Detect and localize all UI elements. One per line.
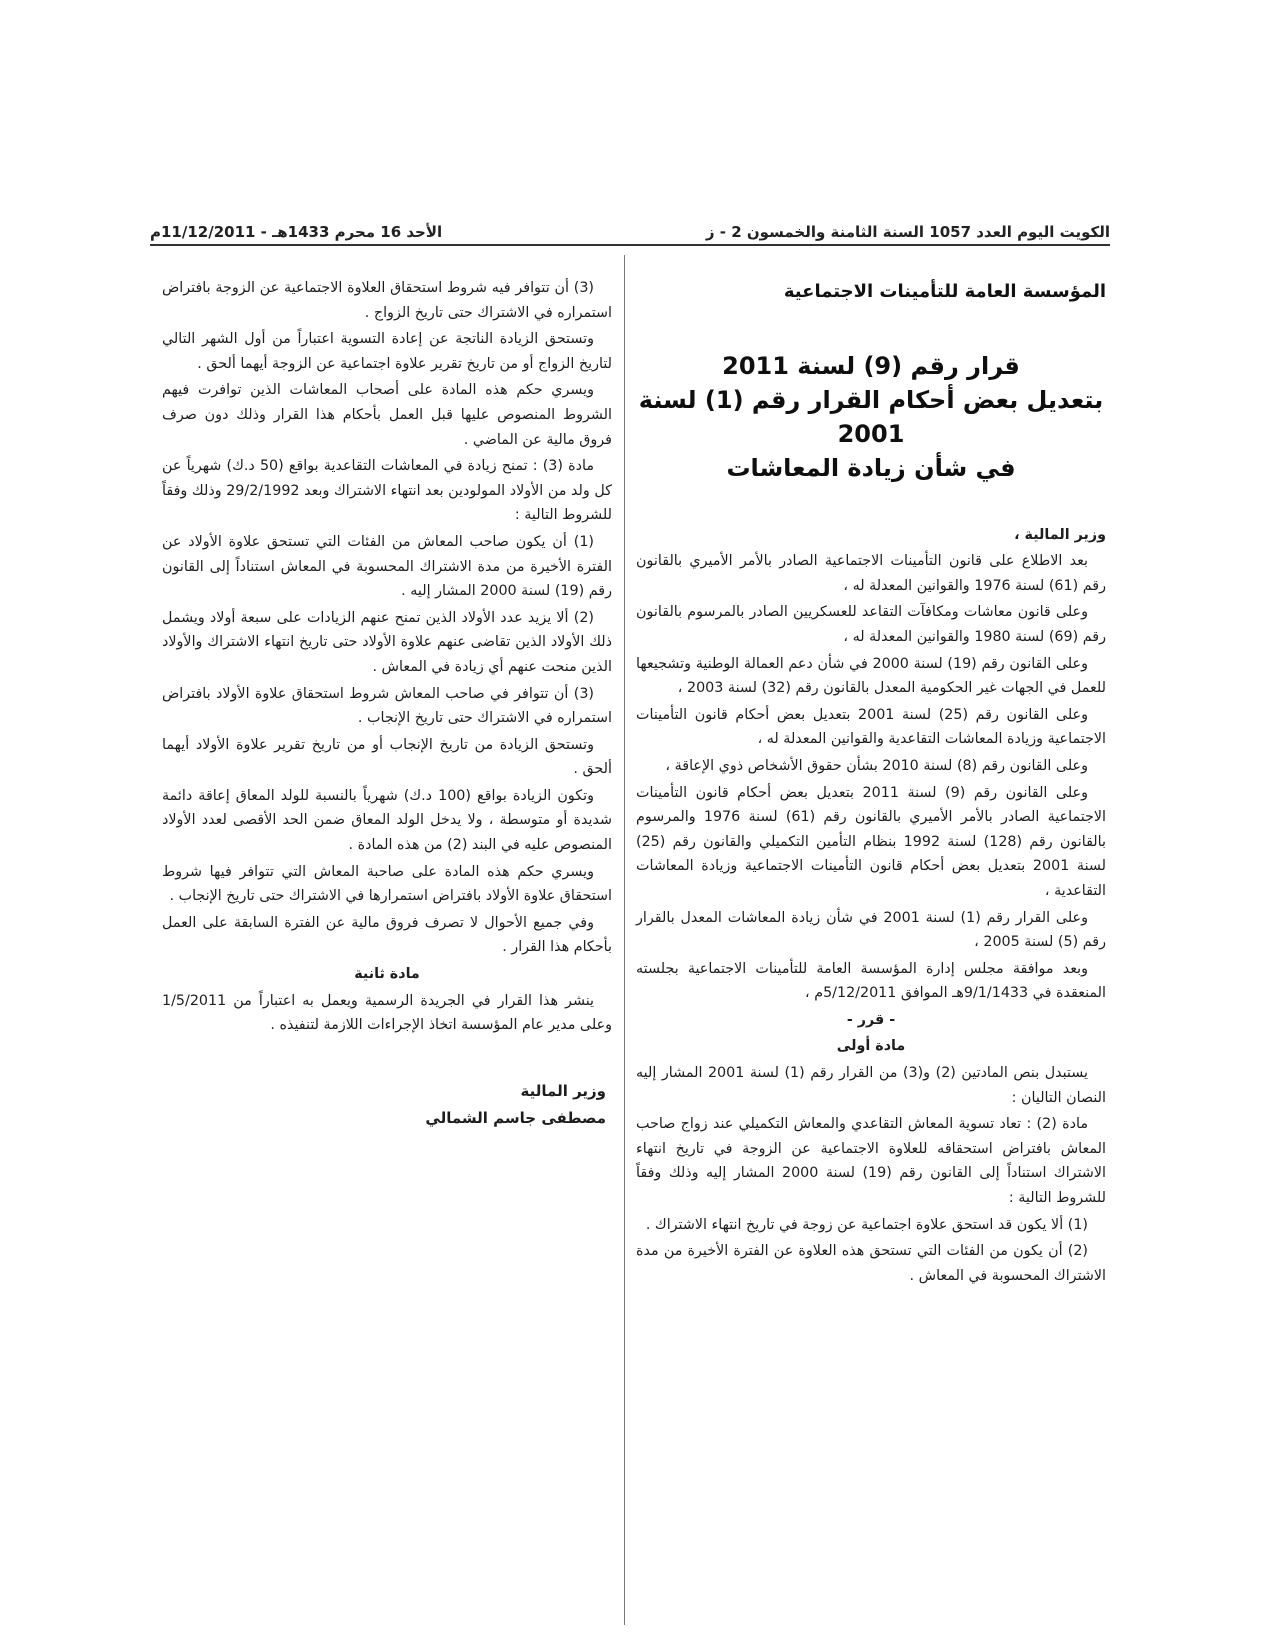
preamble-paragraph: وعلى القرار رقم (1) لسنة 2001 في شأن زيادة المعاشات المعدل بالقرار رقم (5) لسنة 2005 ، bbox=[636, 909, 1106, 951]
decree-title-line: بتعديل بعض أحكام القرار رقم (1) لسنة 2001 bbox=[638, 385, 1104, 448]
article-paragraph: يستبدل بنص المادتين (2) و(3) من القرار رقم (1) لسنة 2001 المشار إليه النصان التاليان : bbox=[636, 1065, 1106, 1106]
article-paragraph: مادة (3) : تمنح زيادة في المعاشات التقاعدية بواقع (50 د.ك) شهرياً عن كل ولد من الأولاد المولودين بعد انتهاء الاشتراك وبعد 29/2/1992 وذلك وفقاً للشروط التالية : bbox=[162, 458, 612, 524]
right-column bbox=[636, 280, 1106, 1290]
article-paragraph: وفي جميع الأحوال لا تصرف فروق مالية عن الفترة السابقة على العمل بأحكام هذا القرار . bbox=[162, 914, 612, 956]
left-column bbox=[162, 276, 612, 1132]
article-paragraph: (2) أن يكون من الفئات التي تستحق هذه العلاوة عن الفترة الأخيرة من مدة الاشتراك المحسوبة في المعاش . bbox=[636, 1243, 1106, 1284]
article-2-heading: مادة ثانية bbox=[354, 966, 420, 983]
header-date: الأحد 16 محرم 1433هـ - 11/12/2011م bbox=[150, 223, 443, 241]
article-paragraph: (3) أن تتوافر فيه شروط استحقاق العلاوة الاجتماعية عن الزوجة بافتراض استمراره في الاشتراك حتى تاريخ الزواج . bbox=[162, 280, 612, 321]
preamble-paragraph: وعلى قانون معاشات ومكافآت التقاعد للعسكريين الصادر بالمرسوم بالقانون رقم (69) لسنة 1980 والقوانين المعدلة له ، bbox=[636, 604, 1106, 645]
article-paragraph: (2) ألا يزيد عدد الأولاد الذين تمنح عنهم الزيادات على سبعة أولاد ويشمل ذلك الأولاد الذين تقاضى عنهم علاوة الأولاد حتى تاريخ انتهاء الاشتراك والأولاد الذين منحت عنهم أي زيادة في المعاش . bbox=[162, 609, 612, 675]
addressee: وزير المالية ، bbox=[1014, 526, 1106, 543]
organization-name: المؤسسة العامة للتأمينات الاجتماعية bbox=[783, 281, 1106, 302]
article-paragraph: (3) أن تتوافر في صاحب المعاش شروط استحقاق علاوة الأولاد بافتراض استمراره في الاشتراك حتى تاريخ الإنجاب . bbox=[162, 685, 612, 727]
preamble-paragraph: وبعد موافقة مجلس إدارة المؤسسة العامة للتأمينات الاجتماعية بجلسته المنعقدة في 9/1/1433هـ الموافق 5/12/2011م ، bbox=[636, 960, 1106, 1002]
header-issue-info: الكويت اليوم العدد 1057 السنة الثامنة والخمسون 2 - ز bbox=[705, 223, 1110, 241]
decree-title bbox=[636, 349, 1106, 485]
decree-title-line: في شأن زيادة المعاشات bbox=[726, 453, 1016, 482]
page-header bbox=[150, 212, 1110, 242]
article-paragraph: وتستحق الزيادة الناتجة عن إعادة التسوية اعتباراً من أول الشهر التالي لتاريخ الزواج أو من تاريخ تقرير علاوة اجتماعية عن الزوجة أيهما ألحق . bbox=[162, 331, 612, 372]
decree-word: - قرر - bbox=[846, 1011, 896, 1028]
signature-title: وزير المالية bbox=[520, 1081, 606, 1100]
article-paragraph: مادة (2) : تعاد تسوية المعاش التقاعدي والمعاش التكميلي عند زواج صاحب المعاش بافتراض استحقاقه للعلاوة الاجتماعية عن الزوجة في تاريخ انتهاء الاشتراك استناداً إلى القانون رقم (19) لسنة 2000 المشار إليه وذلك وفقاً للشروط التالية : bbox=[636, 1116, 1106, 1207]
article-paragraph: وتكون الزيادة بواقع (100 د.ك) شهرياً بالنسبة للولد المعاق إعاقة دائمة شديدة أو متوسطة ، ولا يدخل الولد المعاق ضمن الحد الأقصى لعدد الأولاد المنصوص عليه في البند (2) من هذه المادة . bbox=[162, 787, 612, 854]
preamble-paragraph: وعلى القانون رقم (8) لسنة 2010 بشأن حقوق الأشخاص ذوي الإعاقة ، bbox=[665, 757, 1088, 774]
article-paragraph: ينشر هذا القرار في الجريدة الرسمية ويعمل به اعتباراً من 1/5/2011 وعلى مدير عام المؤسسة اتخاذ الإجراءات اللازمة لتنفيذه . bbox=[162, 992, 612, 1034]
article-paragraph: (1) أن يكون صاحب المعاش من الفئات التي تستحق علاوة الأولاد عن الفترة الأخيرة من مدة الاشتراك المحسوبة في المعاش استناداً إلى القانون رقم (19) لسنة 2000 المشار إليه . bbox=[162, 533, 612, 600]
article-1-heading: مادة أولى bbox=[836, 1038, 906, 1055]
preamble-paragraph: وعلى القانون رقم (19) لسنة 2000 في شأن دعم العمالة الوطنية وتشجيعها للعمل في الجهات غير الحكومية المعدل بالقانون رقم (32) لسنة 2003 ، bbox=[636, 655, 1106, 697]
header-rule bbox=[150, 244, 1110, 246]
article-paragraph: ويسري حكم هذه المادة على صاحبة المعاش التي تتوافر فيها شروط استحقاق علاوة الأولاد بافتراض استمرارها في الاشتراك حتى تاريخ الإنجاب . bbox=[162, 863, 612, 905]
signature-block bbox=[162, 1078, 606, 1132]
article-paragraph: ويسري حكم هذه المادة على أصحاب المعاشات الذين توافرت فيهم الشروط المنصوص عليها قبل العمل بأحكام هذا القرار وذلك دون صرف فروق مالية عن الماضي . bbox=[162, 382, 612, 448]
article-paragraph: (1) ألا يكون قد استحق علاوة اجتماعية عن زوجة في تاريخ انتهاء الاشتراك . bbox=[645, 1216, 1088, 1233]
article-paragraph: وتستحق الزيادة من تاريخ الإنجاب أو من تاريخ تقرير علاوة الأولاد أيهما ألحق . bbox=[162, 736, 612, 778]
decree-title-line: قرار رقم (9) لسنة 2011 bbox=[722, 351, 1020, 380]
column-divider bbox=[624, 255, 625, 1625]
preamble-paragraph: وعلى القانون رقم (9) لسنة 2011 بتعديل بعض أحكام قانون التأمينات الاجتماعية الصادر بالأمر الأميري بالقانون رقم (61) لسنة 1976 والمرسوم بالقانون رقم (128) لسنة 1992 بنظام التأمين التكميلي والقانون رقم (25) لسنة 2001 بتعديل بعض أحكام قانون التأمينات الاجتماعية وزيادة المعاشات التقاعدية ، bbox=[636, 784, 1107, 899]
signature-name: مصطفى جاسم الشمالي bbox=[425, 1108, 606, 1127]
preamble-paragraph: وعلى القانون رقم (25) لسنة 2001 بتعديل بعض أحكام قانون التأمينات الاجتماعية وزيادة المعاشات التقاعدية والقوانين المعدلة له ، bbox=[636, 706, 1106, 748]
preamble-paragraph: بعد الاطلاع على قانون التأمينات الاجتماعية الصادر بالأمر الأميري بالقانون رقم (61) لسنة 1976 والقوانين المعدلة له ، bbox=[636, 553, 1106, 594]
